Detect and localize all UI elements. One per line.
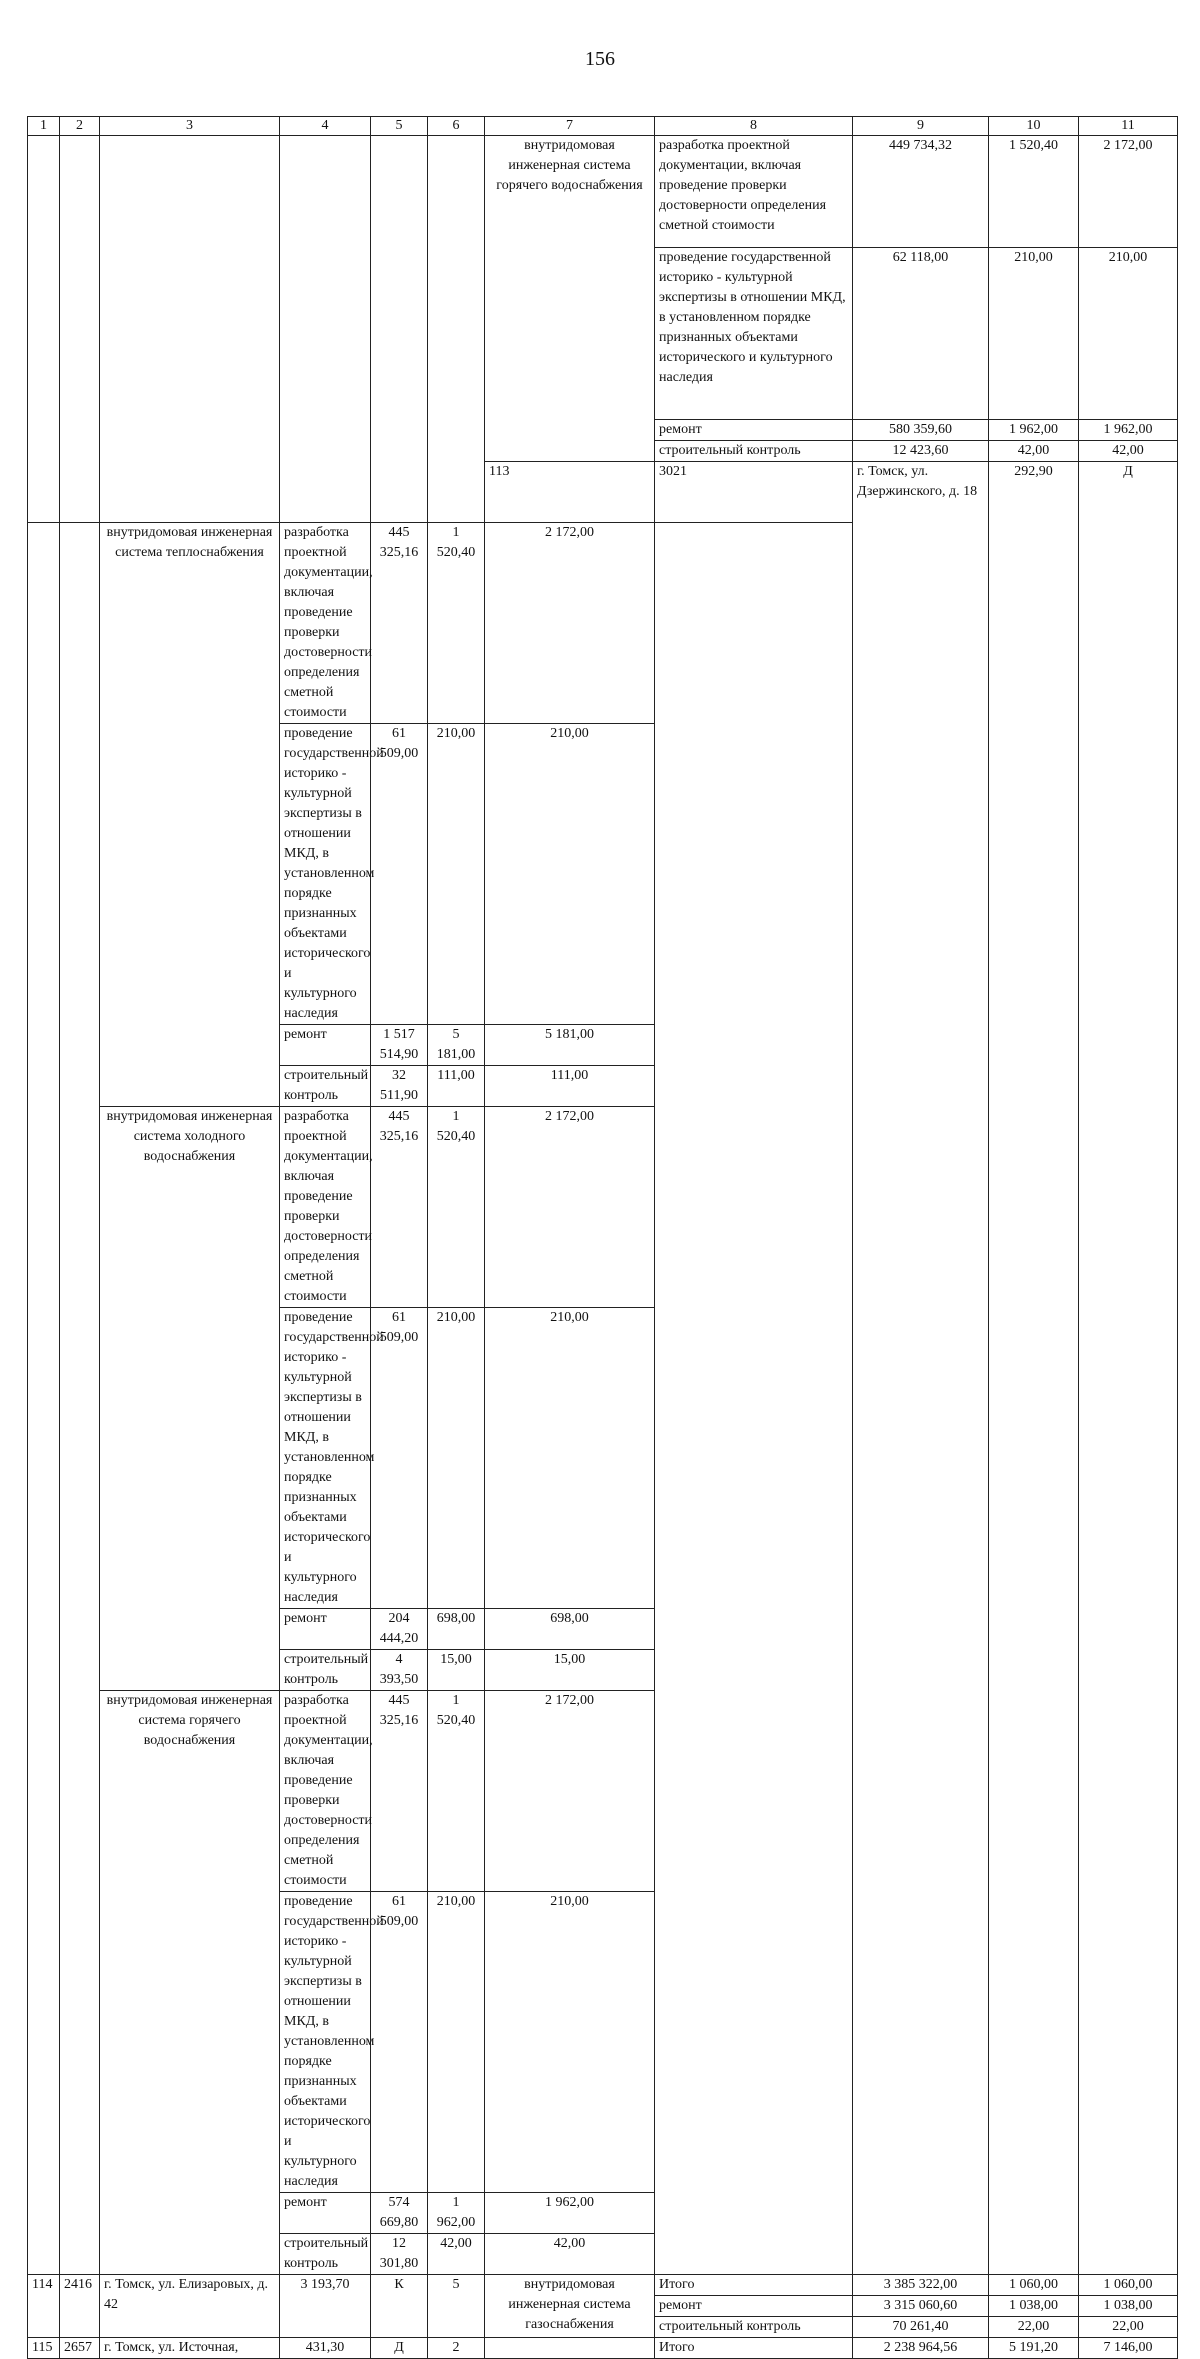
work-type: разработка проектной документации, включая проведение проверки достоверности определения сметной стоимости <box>655 136 853 248</box>
limit-cost-value: 698,00 <box>485 1609 655 1650</box>
limit-cost-value: 2 172,00 <box>485 1107 655 1308</box>
work-type: ремонт <box>280 1025 371 1066</box>
column-header: 1 <box>28 117 60 136</box>
system-name: внутридомовая инженерная система горячего водоснабжения <box>485 136 655 462</box>
unit-cost-value: 1 962,00 <box>428 2193 485 2234</box>
limit-cost-value: 5 181,00 <box>485 1025 655 1066</box>
unit-cost-value: 210,00 <box>428 1308 485 1609</box>
work-type: ремонт <box>655 420 853 441</box>
table-row <box>28 136 1178 248</box>
cost-value: 70 261,40 <box>853 2317 989 2338</box>
cost-value: 62 118,00 <box>853 248 989 420</box>
cell <box>60 523 100 2275</box>
unit-cost-value: 1 060,00 <box>989 2275 1079 2296</box>
repair-plan-table <box>27 116 1178 2359</box>
work-type: строительный контроль <box>280 2234 371 2275</box>
work-type: ремонт <box>280 2193 371 2234</box>
unit-cost-value: 1 520,40 <box>428 1107 485 1308</box>
cell <box>371 136 428 523</box>
cost-value: 12 423,60 <box>853 441 989 462</box>
cell <box>280 136 371 523</box>
column-header: 6 <box>428 117 485 136</box>
limit-cost-value: 111,00 <box>485 1066 655 1107</box>
work-type: Итого <box>655 2275 853 2296</box>
unit-cost-value: 111,00 <box>428 1066 485 1107</box>
work-type: Итого <box>655 2338 853 2359</box>
object-type: К <box>371 2275 428 2338</box>
object-code: 2657 <box>60 2338 100 2359</box>
object-address: г. Томск, ул. Источная, <box>100 2338 280 2359</box>
cost-value: 61 509,00 <box>371 1892 428 2193</box>
table-row <box>28 2275 1178 2296</box>
column-number-row <box>28 117 1178 136</box>
cost-value: 61 509,00 <box>371 1308 428 1609</box>
unit-cost-value: 698,00 <box>428 1609 485 1650</box>
object-floors: 2 <box>428 2338 485 2359</box>
page-number: 156 <box>585 48 615 70</box>
work-type: разработка проектной документации, включая проведение проверки достоверности определения сметной стоимости <box>280 1107 371 1308</box>
unit-cost-value: 1 520,40 <box>428 523 485 724</box>
limit-cost-value: 210,00 <box>1079 248 1178 420</box>
work-type: разработка проектной документации, включая проведение проверки достоверности определения сметной стоимости <box>280 523 371 724</box>
cost-value: 449 734,32 <box>853 136 989 248</box>
cell <box>28 136 60 523</box>
cost-value: 445 325,16 <box>371 1691 428 1892</box>
cost-value: 445 325,16 <box>371 523 428 724</box>
system-name: внутридомовая инженерная система теплоснабжения <box>100 523 280 1107</box>
limit-cost-value: 210,00 <box>485 1892 655 2193</box>
column-header: 5 <box>371 117 428 136</box>
cost-value: 204 444,20 <box>371 1609 428 1650</box>
cost-value: 12 301,80 <box>371 2234 428 2275</box>
cost-value: 2 238 964,56 <box>853 2338 989 2359</box>
column-header: 7 <box>485 117 655 136</box>
column-header: 8 <box>655 117 853 136</box>
row-number: 114 <box>28 2275 60 2338</box>
cell <box>100 136 280 523</box>
unit-cost-value: 210,00 <box>428 1892 485 2193</box>
unit-cost-value: 5 191,20 <box>989 2338 1079 2359</box>
work-type: проведение государственной историко - культурной экспертизы в отношении МКД, в установленном порядке признанных объектами исторического и культурного наследия <box>280 724 371 1025</box>
cost-value: 580 359,60 <box>853 420 989 441</box>
unit-cost-value: 1 520,40 <box>989 136 1079 248</box>
row-number: 113 <box>485 462 655 523</box>
system-name: внутридомовая инженерная система холодного водоснабжения <box>100 1107 280 1691</box>
unit-cost-value: 1 962,00 <box>989 420 1079 441</box>
work-type: строительный контроль <box>280 1650 371 1691</box>
limit-cost-value: 1 060,00 <box>1079 2275 1178 2296</box>
work-type: строительный контроль <box>655 441 853 462</box>
unit-cost-value: 1 038,00 <box>989 2296 1079 2317</box>
limit-cost-value: 15,00 <box>485 1650 655 1691</box>
cost-value: 3 315 060,60 <box>853 2296 989 2317</box>
work-type: строительный контроль <box>280 1066 371 1107</box>
limit-cost-value: 2 172,00 <box>485 1691 655 1892</box>
work-type: проведение государственной историко - культурной экспертизы в отношении МКД, в установленном порядке признанных объектами исторического и культурного наследия <box>280 1892 371 2193</box>
cost-value: 32 511,90 <box>371 1066 428 1107</box>
column-header: 9 <box>853 117 989 136</box>
limit-cost-value: 210,00 <box>485 724 655 1025</box>
object-code: 3021 <box>655 462 853 523</box>
object-code: 2416 <box>60 2275 100 2338</box>
object-floors: 5 <box>428 2275 485 2338</box>
limit-cost-value: 1 962,00 <box>485 2193 655 2234</box>
unit-cost-value: 22,00 <box>989 2317 1079 2338</box>
cost-value: 1 517 514,90 <box>371 1025 428 1066</box>
column-header: 10 <box>989 117 1079 136</box>
cell <box>428 136 485 523</box>
object-area: 3 193,70 <box>280 2275 371 2338</box>
unit-cost-value: 42,00 <box>989 441 1079 462</box>
cell <box>60 136 100 523</box>
limit-cost-value: 210,00 <box>485 1308 655 1609</box>
work-type: ремонт <box>655 2296 853 2317</box>
limit-cost-value: 2 172,00 <box>485 523 655 724</box>
object-type: Д <box>1079 462 1178 2275</box>
work-type: строительный контроль <box>655 2317 853 2338</box>
limit-cost-value: 7 146,00 <box>1079 2338 1178 2359</box>
column-header: 3 <box>100 117 280 136</box>
object-area: 431,30 <box>280 2338 371 2359</box>
limit-cost-value: 1 038,00 <box>1079 2296 1178 2317</box>
cost-value: 3 385 322,00 <box>853 2275 989 2296</box>
work-type: проведение государственной историко - культурной экспертизы в отношении МКД, в установленном порядке признанных объектами исторического и культурного наследия <box>280 1308 371 1609</box>
system-name: внутридомовая инженерная система горячего водоснабжения <box>100 1691 280 2275</box>
cost-value: 445 325,16 <box>371 1107 428 1308</box>
limit-cost-value: 1 962,00 <box>1079 420 1178 441</box>
work-type: ремонт <box>280 1609 371 1650</box>
limit-cost-value: 22,00 <box>1079 2317 1178 2338</box>
cell <box>485 2338 655 2359</box>
table-row <box>28 2338 1178 2359</box>
cost-value: 574 669,80 <box>371 2193 428 2234</box>
cell <box>28 523 60 2275</box>
column-header: 4 <box>280 117 371 136</box>
unit-cost-value: 15,00 <box>428 1650 485 1691</box>
unit-cost-value: 42,00 <box>428 2234 485 2275</box>
object-area: 292,90 <box>989 462 1079 2275</box>
cost-value: 4 393,50 <box>371 1650 428 1691</box>
cost-value: 61 509,00 <box>371 724 428 1025</box>
limit-cost-value: 42,00 <box>1079 441 1178 462</box>
unit-cost-value: 1 520,40 <box>428 1691 485 1892</box>
unit-cost-value: 210,00 <box>428 724 485 1025</box>
system-name: внутридомовая инженерная система газоснабжения <box>485 2275 655 2338</box>
limit-cost-value: 2 172,00 <box>1079 136 1178 248</box>
limit-cost-value: 42,00 <box>485 2234 655 2275</box>
object-address: г. Томск, ул. Елизаровых, д. 42 <box>100 2275 280 2338</box>
column-header: 2 <box>60 117 100 136</box>
work-type: разработка проектной документации, включая проведение проверки достоверности определения сметной стоимости <box>280 1691 371 1892</box>
column-header: 11 <box>1079 117 1178 136</box>
row-number: 115 <box>28 2338 60 2359</box>
object-address: г. Томск, ул. Дзержинского, д. 18 <box>853 462 989 2275</box>
object-type: Д <box>371 2338 428 2359</box>
work-type: проведение государственной историко - культурной экспертизы в отношении МКД, в установленном порядке признанных объектами исторического и культурного наследия <box>655 248 853 420</box>
unit-cost-value: 210,00 <box>989 248 1079 420</box>
unit-cost-value: 5 181,00 <box>428 1025 485 1066</box>
